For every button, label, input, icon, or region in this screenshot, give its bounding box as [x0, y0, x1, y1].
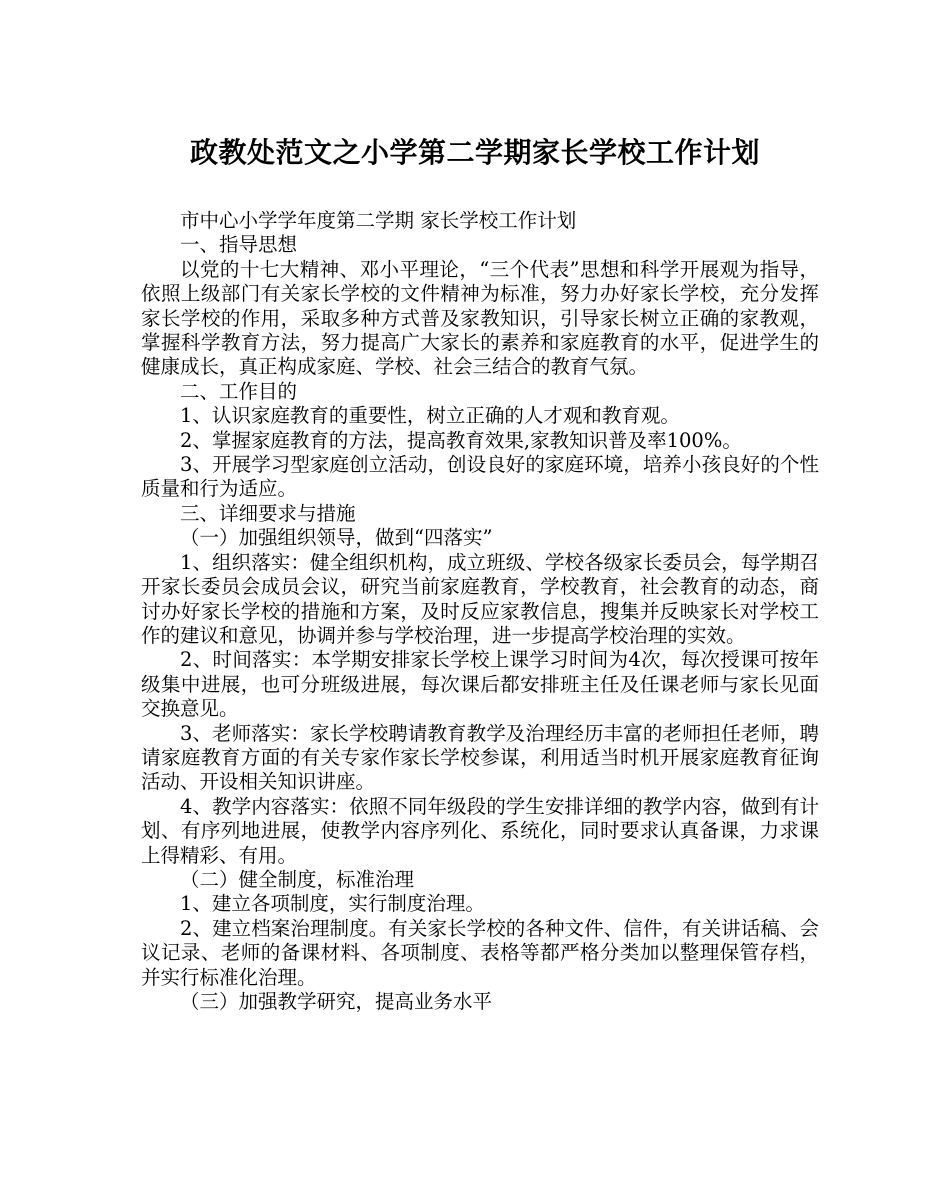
heading-requirements: 三、详细要求与措施: [180, 501, 356, 525]
paragraph-system-1: 1、建立各项制度，实行制度治理。: [180, 892, 485, 916]
paragraph-goal-1: 1、认识家庭教育的重要性，树立正确的人才观和教育观。: [180, 404, 680, 428]
subheading-research: （三）加强教学研究，提高业务水平: [180, 990, 493, 1013]
heading-work-goals: 二、工作目的: [180, 379, 298, 403]
paragraph-measure-2: 2、时间落实：本学期安排家长学校上课学习时间为4次，每次授课可按年级集中进展，也可分班级进展，每次课后都安排班主任及任课老师与家长见面交换意见。: [141, 648, 819, 721]
paragraph-subtitle: 市中心小学学年度第二学期 家长学校工作计划: [180, 209, 577, 232]
paragraph-goal-2: 2、掌握家庭教育的方法，提高教育效果,家教知识普及率100%。: [180, 428, 742, 452]
paragraph-guiding-thought: 以党的十七大精神、邓小平理论，“三个代表”思想和科学开展观为指导，依照上级部门有关家长学校的文件精神为标准，努力办好家长学校，充分发挥家长学校的作用，采取多种方式普及家教知识，引导家长树立正确的家教观，掌握科学教育方法，努力提高广大家长的素养和家庭教育的水平，促进学生的健康成长，真正构成家庭、学校、社会三结合的教育气氛。: [141, 257, 819, 379]
subheading-organization: （一）加强组织领导，做到“四落实”: [180, 526, 493, 550]
paragraph-goal-3: 3、开展学习型家庭创立活动，创设良好的家庭环境，培养小孩良好的个性质量和行为适应。: [141, 453, 819, 501]
heading-guiding-thought: 一、指导思想: [180, 233, 298, 257]
subheading-system: （二）健全制度，标准治理: [180, 867, 415, 891]
document-body: [141, 209, 819, 1014]
document-title: 政教处范文之小学第二学期家长学校工作计划: [189, 136, 760, 169]
paragraph-measure-1: 1、组织落实：健全组织机构，成立班级、学校各级家长委员会，每学期召开家长委员会成员会议，研究当前家庭教育，学校教育，社会教育的动态，商讨办好家长学校的措施和方案，及时反应家教信息，搜集并反映家长对学校工作的建议和意见，协调并参与学校治理，进一步提高学校治理的实效。: [141, 550, 819, 647]
paragraph-system-2: 2、建立档案治理制度。有关家长学校的各种文件、信件，有关讲话稿、会议记录、老师的备课材料、各项制度、表格等都严格分类加以整理保管存档，并实行标准化治理。: [141, 916, 819, 989]
paragraph-measure-3: 3、老师落实：家长学校聘请教育教学及治理经历丰富的老师担任老师，聘请家庭教育方面的有关专家作家长学校参谋，利用适当时机开展家庭教育征询活动、开设相关知识讲座。: [141, 721, 819, 794]
paragraph-measure-4: 4、教学内容落实：依照不同年级段的学生安排详细的教学内容，做到有计划、有序列地进展，使教学内容序列化、系统化，同时要求认真备课，力求课上得精彩、有用。: [141, 794, 819, 867]
